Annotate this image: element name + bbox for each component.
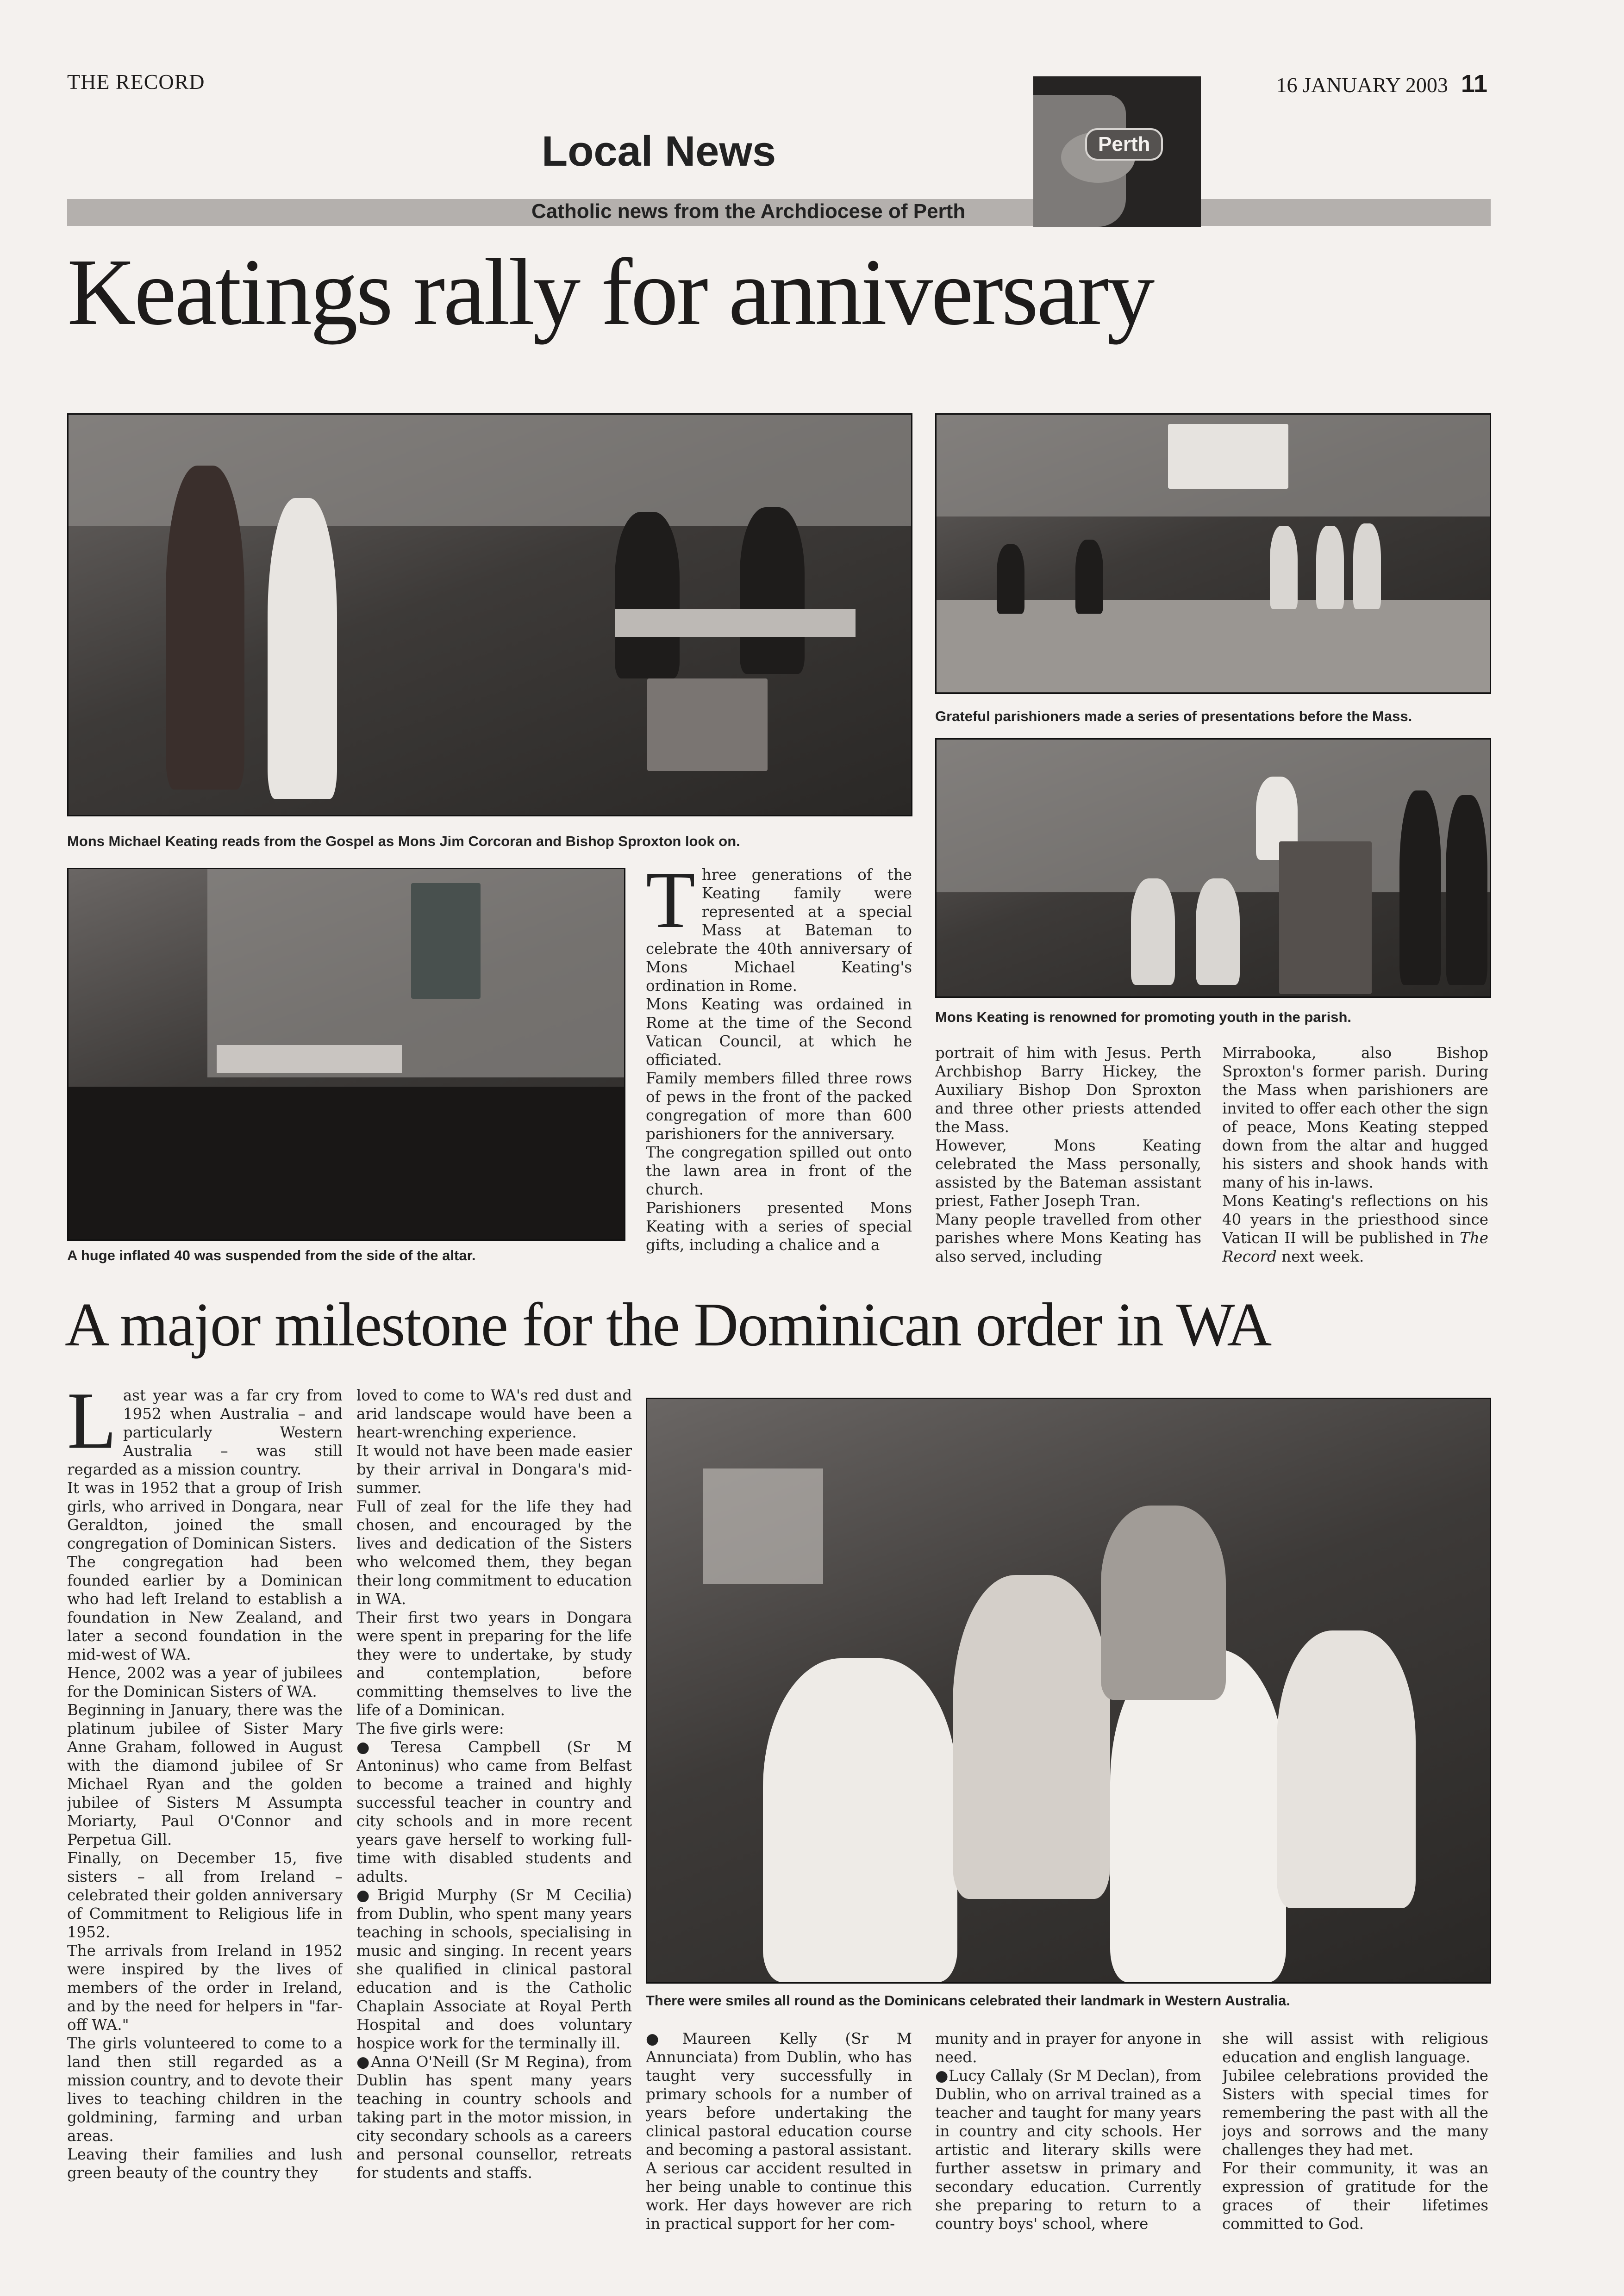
story2-paragraph: Finally, on December 15, five sisters – all from Ireland – celebrated their golden anniversary of Commitment to Religious life in 1952. — [67, 1849, 343, 1941]
story2-paragraph: It would not have been made easier by their arrival in Dongara's mid-summer. — [356, 1442, 632, 1497]
perth-map-graphic — [1033, 76, 1201, 227]
story1-paragraph: The congregation spilled out onto the lawn area in front of the church. — [646, 1144, 912, 1198]
story1-drop-cap: T — [646, 865, 695, 945]
caption-dominicans: There were smiles all round as the Dominicans celebrated their landmark in Western Australia. — [646, 1992, 1291, 2009]
section-subtitle: Catholic news from the Archdiocese of Perth — [531, 200, 966, 223]
photo-inflated-40 — [67, 868, 625, 1241]
story2-paragraph: The girls volunteered to come to a land then still regarded as a mission country, and to devote their lives to teaching children in the goldmining, farming and urban areas. — [67, 2035, 343, 2145]
story2-paragraph: loved to come to WA's red dust and arid landscape would have been a heart-wrenching experience. — [356, 1387, 632, 1441]
caption-gospel: Mons Michael Keating reads from the Gospel as Mons Jim Corcoran and Bishop Sproxton look on. — [67, 833, 740, 849]
story1-column-2 — [935, 1044, 1201, 1275]
story2-column-4 — [935, 2029, 1201, 2252]
story1-closing-tail: next week. — [1276, 1248, 1364, 1265]
story2-paragraph: Beginning in January, there was the platinum jubilee of Sister Mary Anne Graham, followed in August with the diamond jubilee of Sr Michael Ryan and the golden jubilee of Sisters M Assumpta Moriarty, Paul O'Connor and Perpetua Gill. — [67, 1701, 343, 1848]
photo-presentations — [935, 413, 1491, 694]
photo-youth — [935, 738, 1491, 998]
story2-column-1 — [67, 1386, 343, 2252]
sister-profile: ● Maureen Kelly (Sr M Annunciata) from Dublin, who has taught very successfully in primary schools for a number of years before undertaking the clinical pastoral education course and becoming a pastoral assistant. A serious car accident resulted in her being unable to continue this work. Her days however are rich in practical support for her com- — [646, 2029, 912, 2233]
story2-headline: A major milestone for the Dominican order in WA — [65, 1290, 1271, 1359]
story2-paragraph: munity and in prayer for anyone in need. — [935, 2030, 1201, 2066]
sister-profile: ● Lucy Callaly (Sr M Declan), from Dublin, who on arrival trained as a teacher and taught for many years in country and city schools. Her artistic and literary skills were further assetsw in primary and secondary education. Currently she preparing to return to a country boys' school, where — [935, 2066, 1201, 2233]
page-number: 11 — [1461, 70, 1487, 98]
story1-paragraph: Mirrabooka, also Bishop Sproxton's former parish. During the Mass when parishioners are invited to offer each other the sign of peace, Mons Keating stepped down from the altar and hugged his sisters and shook hands with many of his in-laws. — [1222, 1044, 1488, 1191]
story1-column-3 — [1222, 1044, 1488, 1275]
story2-paragraph: ast year was a far cry from 1952 when Australia – and particularly Western Australia – was still regarded as a mission country. — [67, 1387, 343, 1478]
sister-profile: ● Anna O'Neill (Sr M Regina), from Dublin has spent many years teaching in country schools and taking part in the motor mission, in city secondary schools as a careers and personal counsellor, retreats for students and staffs. — [356, 2053, 632, 2182]
caption-presentations: Grateful parishioners made a series of presentations before the Mass. — [935, 708, 1412, 724]
story1-paragraph: portrait of him with Jesus. Perth Archbishop Barry Hickey, the Auxiliary Bishop Don Sproxton and three other priests attended the Mass. — [935, 1044, 1201, 1136]
story1-paragraph: Mons Keating was ordained in Rome at the time of the Second Vatican Council, at which he officiated. — [646, 996, 912, 1069]
story1-paragraph: However, Mons Keating celebrated the Mass personally, assisted by the Bateman assistant priest, Father Joseph Tran. — [935, 1137, 1201, 1210]
story2-paragraph: The congregation had been founded earlier by a Dominican who had left Ireland to establish a foundation in New Zealand, and later a second foundation in the mid-west of WA. — [67, 1553, 343, 1663]
story1-paragraph: Parishioners presented Mons Keating with a series of special gifts, including a chalice and a — [646, 1199, 912, 1254]
caption-youth: Mons Keating is renowned for promoting youth in the parish. — [935, 1009, 1352, 1025]
story2-paragraph: Leaving their families and lush green beauty of the country they — [67, 2146, 343, 2182]
story1-paragraph: hree generations of the Keating family were represented at a special Mass at Bateman to celebrate the 40th anniversary of Mons Michael Keating's ordination in Rome. — [646, 866, 912, 995]
story1-headline: Keatings rally for anniversary — [67, 239, 1153, 345]
date-text: 16 JANUARY 2003 — [1276, 73, 1448, 97]
story2-paragraph: It was in 1952 that a group of Irish girls, who arrived in Dongara, near Geraldton, joined the small congregation of Dominican Sisters. — [67, 1479, 343, 1552]
caption-inflated: A huge inflated 40 was suspended from the side of the altar. — [67, 1247, 476, 1263]
story2-paragraph: Full of zeal for the life they had chosen, and encouraged by the lives and dedication of the Sisters who welcomed them, they began their long commitment to education in WA. — [356, 1498, 632, 1608]
story2-column-2 — [356, 1386, 632, 2252]
map-label: Perth — [1085, 128, 1163, 161]
story1-column-1 — [646, 865, 912, 1270]
story2-paragraph: For their community, it was an expression of gratitude for the graces of their lifetimes committed to God. — [1222, 2159, 1488, 2233]
story1-closing-text: Mons Keating's reflections on his 40 years in the priesthood since Vatican II will be published in — [1222, 1192, 1488, 1247]
story2-column-3 — [646, 2029, 912, 2252]
story2-paragraph: Jubilee celebrations provided the Sisters with special times for remembering the past with all the joys and sorrows and the many challenges they had met. — [1222, 2067, 1488, 2159]
story2-paragraph: The arrivals from Ireland in 1952 were inspired by the lives of members of the order in Ireland, and by the need for helpers in "far-off WA." — [67, 1942, 343, 2034]
publication-name: THE RECORD — [67, 70, 205, 93]
story1-paragraph: Many people travelled from other parishes where Mons Keating has also served, including — [935, 1211, 1201, 1265]
issue-date — [1276, 69, 1487, 98]
photo-dominican-sisters — [646, 1398, 1491, 1984]
publication-reference: The Record — [1222, 1229, 1488, 1265]
story2-paragraph: The five girls were: — [356, 1720, 504, 1737]
story2-paragraph: Their first two years in Dongara were spent in preparing for the life they were to undertake, by study and contemplation, before committing themselves to live the life of a Dominican. — [356, 1609, 632, 1719]
story1-paragraph: Family members filled three rows of pews in the front of the packed congregation of more than 600 parishioners for the anniversary. — [646, 1070, 912, 1143]
photo-gospel-reading — [67, 413, 912, 816]
sister-profile: ● Brigid Murphy (Sr M Cecilia) from Dublin, who spent many years teaching in schools, specialising in music and singing. In recent years she qualified in clinical pastoral education and is the Catholic Chaplain Associate at Royal Perth Hospital and does voluntary hospice work for the terminally ill. — [356, 1886, 632, 2053]
story1-paragraph — [1222, 1192, 1488, 1266]
sister-profile: ● Teresa Campbell (Sr M Antoninus) who came from Belfast to become a trained and highly successful teacher in country and city schools and in more recent years gave herself to working full-time with disabled students and adults. — [356, 1738, 632, 1886]
story2-paragraph: Hence, 2002 was a year of jubilees for the Dominican Sisters of WA. — [67, 1664, 343, 1700]
section-title: Local News — [542, 128, 776, 175]
story2-paragraph: she will assist with religious education and english language. — [1222, 2030, 1488, 2066]
story2-drop-cap: L — [67, 1386, 117, 1465]
story2-column-5 — [1222, 2029, 1488, 2252]
